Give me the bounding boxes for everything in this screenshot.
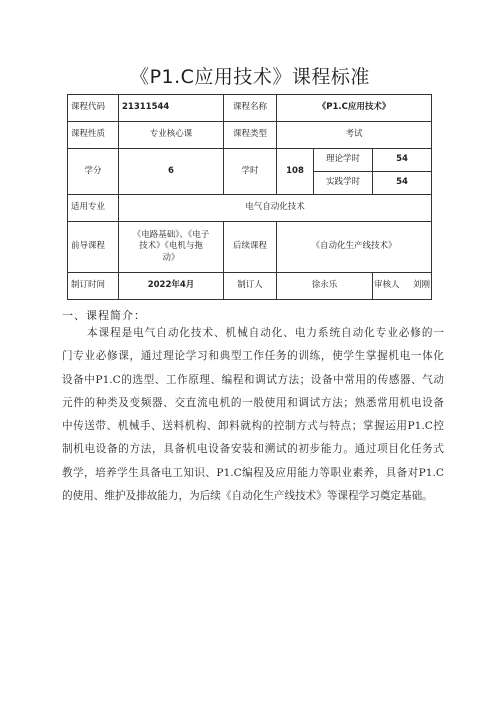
paragraph-line: 设备中P1.C的选型、工作原理、编程和调试方法；设备中常用的传感器、气动 [62, 373, 444, 386]
table-row [68, 195, 432, 222]
course-info-table [67, 94, 432, 300]
course-type-label: 课程类型 [224, 122, 277, 149]
major-value: 电气自动化技术 [119, 195, 432, 222]
hours-label: 学时 [224, 149, 277, 195]
credit-value: 6 [119, 149, 224, 195]
prereq-line: 动》 [162, 252, 180, 263]
table-row [68, 122, 432, 149]
practice-hours-label: 实践学时 [314, 172, 373, 195]
major-label: 适用专业 [68, 195, 119, 222]
prereq-line: 技术》《电机与拖 [139, 241, 203, 252]
course-name-label: 课程名称 [224, 95, 277, 122]
table-row [68, 149, 432, 172]
paragraph-line: 门专业必修课，通过理论学习和典型工作任务的训练，使学生掌握机电一体化 [62, 350, 444, 363]
section-heading: 一、课程简介： [62, 309, 146, 322]
author-value: 徐永乐 [277, 273, 373, 300]
course-name-value: 《P1.C应用技术》 [277, 95, 432, 122]
reviewer-cell [373, 273, 432, 300]
prereq-line: 《电路基础》、《电子 [132, 229, 210, 240]
paragraph-line: 中传送带、机械手、送料机构、卸料就构的控制方式与特点；掌握运用P1.C控 [62, 420, 444, 433]
table-row [68, 273, 432, 300]
prereq-value [119, 222, 224, 273]
course-nature-label: 课程性质 [68, 122, 119, 149]
date-label: 制订时间 [68, 273, 119, 300]
practice-hours-value: 54 [373, 172, 432, 195]
reviewer-label: 审核人 [374, 280, 400, 291]
paragraph-line: 的使用、维护及排故能力，为后续《自动化生产线技术》等课程学习奠定基础。 [62, 490, 433, 503]
paragraph-line: 本课程是电气自动化技术、机械自动化、电力系统自动化专业必修的一 [87, 327, 444, 339]
credit-label: 学分 [68, 149, 119, 195]
table-row [68, 95, 432, 122]
paragraph-line: 制机电设备的方法，具备机电设备安装和溯试的初步能力。通过项目化任务式 [62, 443, 444, 456]
document-title: 《P1.C应用技术》课程标准 [130, 66, 370, 88]
theory-hours-value: 54 [373, 149, 432, 172]
reviewer-value: 刘刚 [413, 280, 431, 291]
course-code-value: 21311544 [119, 95, 224, 122]
course-description [62, 322, 444, 508]
author-label: 制订人 [224, 273, 277, 300]
followup-label: 后续课程 [224, 222, 277, 273]
course-type-value: 考试 [277, 122, 432, 149]
followup-value: 《自动化生产线技术》 [277, 222, 432, 273]
prereq-label: 前导课程 [68, 222, 119, 273]
hours-value: 108 [277, 149, 314, 195]
paragraph-line: 元件的种类及变频器、交直流电机的一般使用和调试方法；熟悉常用机电设备 [62, 396, 444, 409]
course-code-label: 课程代码 [68, 95, 119, 122]
paragraph-line: 教学，培养学生具备电工知识、P1.C编程及应用能力等职业素养，具备对P1.C [62, 466, 444, 479]
table-row [68, 222, 432, 273]
course-nature-value: 专业核心课 [119, 122, 224, 149]
date-value: 2022年4月 [119, 273, 224, 300]
theory-hours-label: 理论学时 [314, 149, 373, 172]
